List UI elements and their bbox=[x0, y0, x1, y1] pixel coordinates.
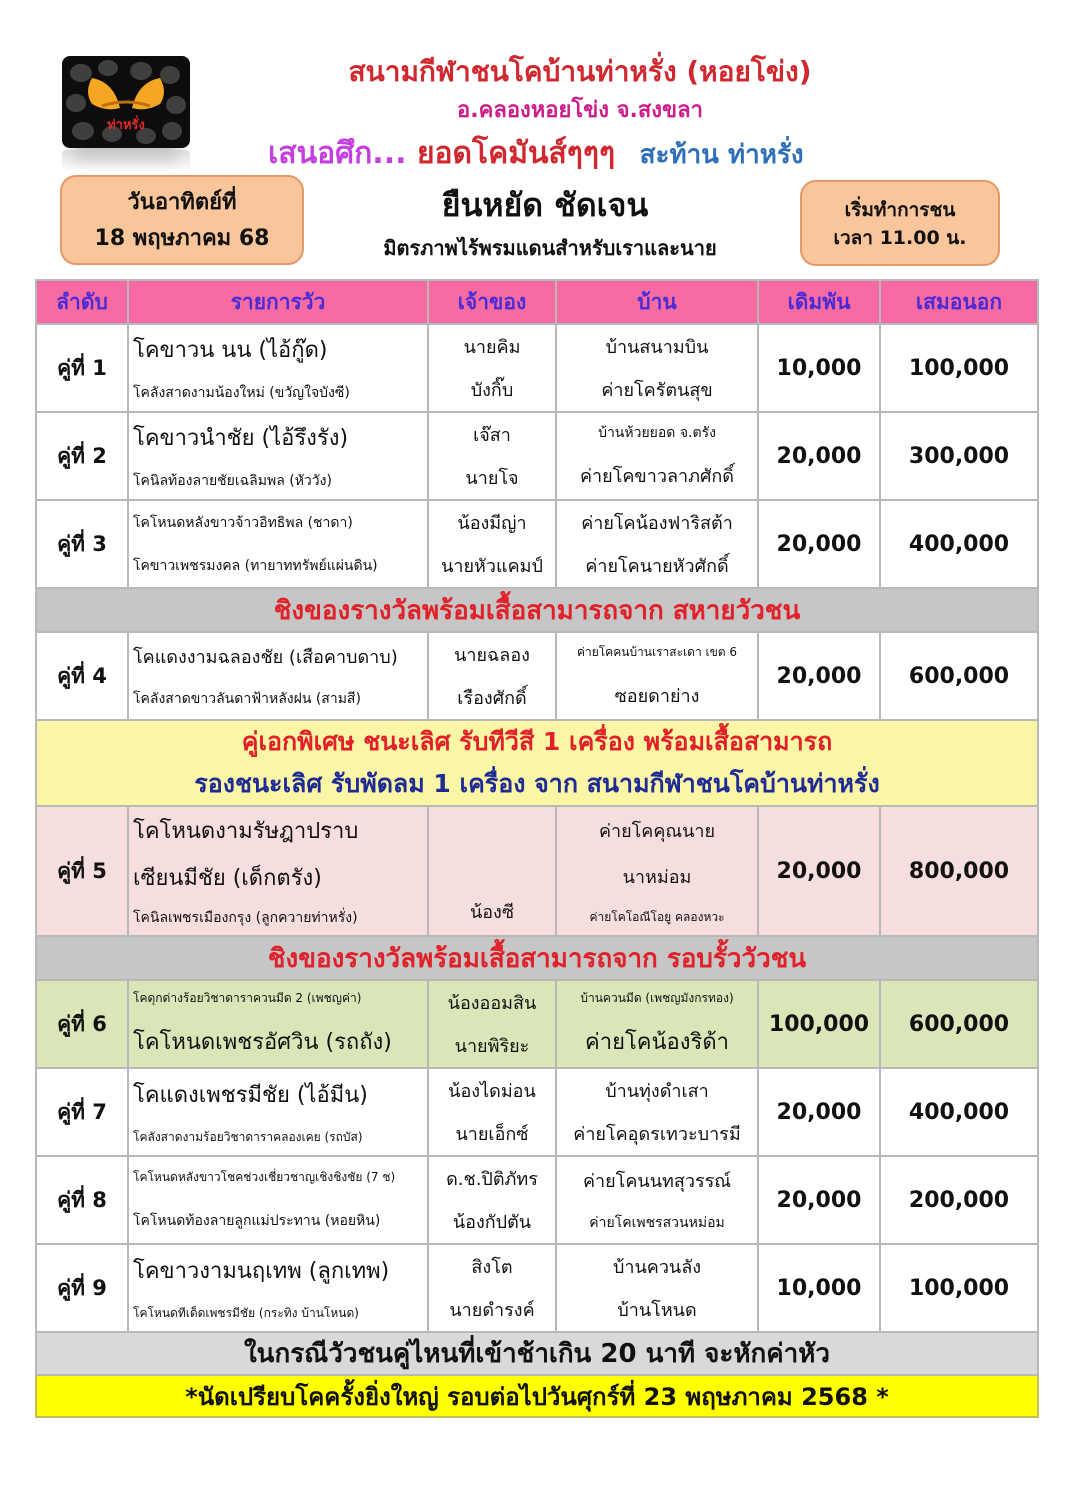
start-line1: เริ่มทำการชน bbox=[844, 199, 956, 221]
start-line2: เวลา 11.00 น. bbox=[833, 227, 967, 249]
table-row bbox=[36, 412, 1038, 500]
special-prize-line2: รองชนะเลิศ รับพัดลม 1 เครื่อง จาก สนามกีฬาชนโคบ้านท่าหรั่ง bbox=[194, 769, 880, 798]
table-header-row bbox=[36, 280, 1038, 324]
next-event-footer bbox=[36, 1375, 1038, 1417]
table-row bbox=[36, 500, 1038, 588]
ring-number: คู่ที่ 5 bbox=[36, 806, 128, 936]
odds-amount: 400,000 bbox=[880, 500, 1038, 588]
owner-a: ด.ช.ปิติภัทร bbox=[446, 1169, 538, 1190]
home-a: บ้านสนามบิน bbox=[605, 337, 709, 358]
ring-number: คู่ที่ 6 bbox=[36, 980, 128, 1068]
bet-amount: 20,000 bbox=[758, 412, 880, 500]
date-badge bbox=[60, 175, 304, 265]
cow-a: โคขาวน นน (ไอ้กู๊ด) bbox=[133, 338, 328, 364]
bet-amount: 20,000 bbox=[758, 806, 880, 936]
home-a: บ้านควนลัง bbox=[612, 1257, 702, 1278]
odds-amount: 800,000 bbox=[880, 806, 1038, 936]
bet-amount: 20,000 bbox=[758, 500, 880, 588]
date-line2: 18 พฤษภาคม 68 bbox=[94, 226, 270, 251]
odds-amount: 600,000 bbox=[880, 632, 1038, 720]
odds-amount: 200,000 bbox=[880, 1156, 1038, 1244]
table-row-main-event bbox=[36, 806, 1038, 936]
table-row bbox=[36, 1068, 1038, 1156]
match-table bbox=[35, 279, 1039, 1418]
odds-amount: 400,000 bbox=[880, 1068, 1038, 1156]
ring-number: คู่ที่ 7 bbox=[36, 1068, 128, 1156]
home-b: ค่ายโคอุดรเทวะบารมี bbox=[573, 1124, 741, 1145]
cow-a: โคโหนดหลังขาวจ้าวอิทธิพล (ชาดา) bbox=[133, 514, 353, 531]
home-a: ค่ายโคน้องฟาริสต้า bbox=[581, 513, 733, 534]
cow-a: โคโหนดงามรัษฎาปราบ bbox=[133, 819, 359, 844]
bet-amount: 20,000 bbox=[758, 1068, 880, 1156]
cow-b: โคนิลเพชรเมืองกรุง (ลูกควายท่าหรั่ง) bbox=[133, 910, 358, 926]
special-prize-line1: คู่เอกพิเศษ ชนะเลิศ รับทีวีสี 1 เครื่อง พร้อมเสื้อสามารถ bbox=[241, 727, 833, 756]
cow-a: โคขาวงามนฤเทพ (ลูกเทพ) bbox=[133, 1259, 390, 1284]
cow-a: โคแดงเพชรมีชัย (ไอ้มีน) bbox=[133, 1083, 368, 1108]
tagline-part2: ยอดโคมันส์ๆๆๆ bbox=[416, 136, 616, 171]
home-a: บ้านห้วยยอด จ.ตรัง bbox=[598, 424, 716, 441]
tagline-part1: เสนอศึก... bbox=[268, 136, 407, 171]
header-odds: เสมอนอก bbox=[880, 280, 1038, 324]
home-b: บ้านโหนด bbox=[617, 1300, 697, 1321]
bet-amount: 20,000 bbox=[758, 632, 880, 720]
bet-amount: 10,000 bbox=[758, 324, 880, 412]
bet-amount: 10,000 bbox=[758, 1244, 880, 1332]
cow-a: โคขาวนำชัย (ไอ้รึงรัง) bbox=[133, 426, 349, 452]
home-b: ค่ายโคขาวลาภศักดิ์ bbox=[580, 466, 734, 488]
cow-b: โคโหนดท้องลายลูกแม่ประทาน (หอยหิน) bbox=[133, 1212, 381, 1229]
home-b: ค่ายโคน้องริด้า bbox=[585, 1030, 729, 1055]
logo-text: ท่าหรั่ง bbox=[107, 118, 145, 133]
home-b: ค่ายโครัตนสุข bbox=[601, 380, 713, 401]
owner-b: นายเอ็กซ์ bbox=[455, 1124, 529, 1145]
header-bet: เดิมพัน bbox=[758, 280, 880, 324]
tagline bbox=[268, 130, 804, 177]
owner-b: เรืองศักดิ์ bbox=[457, 688, 527, 709]
owner-b: นายดำรงค์ bbox=[449, 1300, 535, 1321]
home-b: ค่ายโคโอณีโอยู คลองหวะ bbox=[589, 909, 725, 924]
cow-a: โคดุกด่างร้อยวิชาดาราควนมีด 2 (เพชญค่า) bbox=[133, 991, 362, 1005]
owner-b: นายโจ bbox=[465, 468, 519, 489]
ring-number: คู่ที่ 4 bbox=[36, 632, 128, 720]
owner-a: นายคิม bbox=[463, 337, 521, 358]
home-a: ค่ายโคนนทสุวรรณ์ bbox=[582, 1170, 731, 1192]
logo-reflection bbox=[62, 150, 190, 172]
owner-a: นายฉลอง bbox=[454, 645, 530, 666]
cow-b: โคลังสาดขาวลันดาฟ้าหลังฝน (สามสี) bbox=[133, 691, 361, 708]
header-cows: รายการวัว bbox=[128, 280, 428, 324]
home-a: ค่ายโคคุณนาย bbox=[598, 820, 716, 842]
home-b: ซอยดาย่าง bbox=[614, 685, 700, 707]
bet-amount: 100,000 bbox=[758, 980, 880, 1068]
ring-number: คู่ที่ 8 bbox=[36, 1156, 128, 1244]
prize-banner-2 bbox=[36, 936, 1038, 980]
venue-location: อ.คลองหอยโข่ง จ.สงขลา bbox=[457, 98, 703, 123]
next-event-text: *นัดเปรียบโคครั้งยิ่งใหญ่ รอบต่อไปวันศุกร์ที่ 23 พฤษภาคม 2568 * bbox=[36, 1375, 1038, 1417]
venue-title: สนามกีฬาชนโคบ้านท่าหรั่ง (หอยโข่ง) bbox=[348, 55, 812, 88]
center-subtitle: มิตรภาพไร้พรมแดนสำหรับเราและนาย bbox=[383, 236, 717, 260]
owner-a: เจ๊สา bbox=[473, 425, 511, 446]
odds-amount: 100,000 bbox=[880, 324, 1038, 412]
late-penalty-text: ในกรณีวัวชนคู่ไหนที่เข้าช้าเกิน 20 นาที จะหักค่าหัว bbox=[36, 1332, 1038, 1375]
header-home: บ้าน bbox=[556, 280, 758, 324]
cow-b: โคนิลท้องลายชัยเฉลิมพล (หัววัง) bbox=[133, 472, 332, 489]
home-a: บ้านทุ่งดำเสา bbox=[605, 1081, 709, 1102]
prize-banner-2-text: ชิงของรางวัลพร้อมเสื้อสามารถจาก รอบรั้ววัวชน bbox=[36, 936, 1038, 980]
tagline-part3: สะท้าน ท่าหรั่ง bbox=[639, 140, 804, 170]
owner-a bbox=[429, 817, 555, 838]
ring-number: คู่ที่ 9 bbox=[36, 1244, 128, 1332]
ring-number: คู่ที่ 2 bbox=[36, 412, 128, 500]
ring-number: คู่ที่ 3 bbox=[36, 500, 128, 588]
owner-a: น้องมีญ่า bbox=[457, 513, 527, 534]
table-row bbox=[36, 324, 1038, 412]
cow-b: โคขาวเพชรมงคล (ทายาททรัพย์แผ่นดิน) bbox=[133, 557, 378, 574]
cow-b: โคโหนดเพชรอัศวิน (รถถัง) bbox=[133, 1030, 392, 1055]
odds-amount: 300,000 bbox=[880, 412, 1038, 500]
start-time-badge bbox=[800, 180, 1000, 266]
table-row bbox=[36, 1156, 1038, 1244]
owner-b: น้องซี bbox=[469, 901, 515, 923]
cow-b: โคโหนดทีเด็ดเพชรมีชัย (กระทิง บ้านโหนด) bbox=[133, 1306, 359, 1320]
special-prize-banner bbox=[36, 720, 1038, 806]
odds-amount: 100,000 bbox=[880, 1244, 1038, 1332]
table-row bbox=[36, 632, 1038, 720]
cow-b: โคลังสาดงามร้อยวิชาดาราคลองเคย (รถบัส) bbox=[133, 1130, 363, 1144]
cow-a: โคแดงงามฉลองชัย (เสือคาบดาบ) bbox=[133, 646, 398, 668]
home-b: ค่ายโคนายหัวศักดิ์ bbox=[585, 556, 729, 577]
owner-a: น้องออมสิน bbox=[447, 993, 537, 1014]
home-a: ค่ายโคคนบ้านเราสะเดา เขต 6 bbox=[576, 644, 738, 659]
header-ring: ลำดับ bbox=[36, 280, 128, 324]
header-owner: เจ้าของ bbox=[428, 280, 556, 324]
cow-a: โคโหนดหลังขาวโชคช่วงเชี่ยวชาญเชิงชิงชัย (7 ช) bbox=[133, 1170, 396, 1185]
owner-a: น้องไดม่อน bbox=[448, 1081, 536, 1102]
bet-amount: 20,000 bbox=[758, 1156, 880, 1244]
owner-b: นายพิริยะ bbox=[454, 1036, 530, 1057]
prize-banner-1 bbox=[36, 588, 1038, 632]
home-a-cont: นาหม่อม bbox=[622, 866, 692, 888]
owner-b: บังกิ๊บ bbox=[470, 380, 514, 401]
home-a: บ้านควนมีด (เพชญมังกรทอง) bbox=[580, 991, 734, 1005]
table-row bbox=[36, 1244, 1038, 1332]
cow-b: โคลังสาดงามน้องใหม่ (ขวัญใจบังซี) bbox=[133, 384, 350, 401]
home-b: ค่ายโคเพชรสวนหม่อม bbox=[589, 1215, 725, 1232]
owner-b: น้องกัปตัน bbox=[452, 1212, 532, 1233]
late-penalty-note bbox=[36, 1332, 1038, 1375]
prize-banner-1-text: ชิงของรางวัลพร้อมเสื้อสามารถจาก สหายวัวชน bbox=[36, 588, 1038, 632]
table-row bbox=[36, 980, 1038, 1068]
cow-a-cont: เซียนมีชัย (เด็กตรัง) bbox=[133, 866, 322, 891]
owner-b: นายหัวแคมป์ bbox=[441, 556, 543, 577]
ring-number: คู่ที่ 1 bbox=[36, 324, 128, 412]
date-line1: วันอาทิตย์ที่ bbox=[127, 190, 237, 215]
odds-amount: 600,000 bbox=[880, 980, 1038, 1068]
center-title: ยืนหยัด ชัดเจน bbox=[441, 186, 649, 224]
owner-a: สิงโต bbox=[471, 1257, 513, 1278]
